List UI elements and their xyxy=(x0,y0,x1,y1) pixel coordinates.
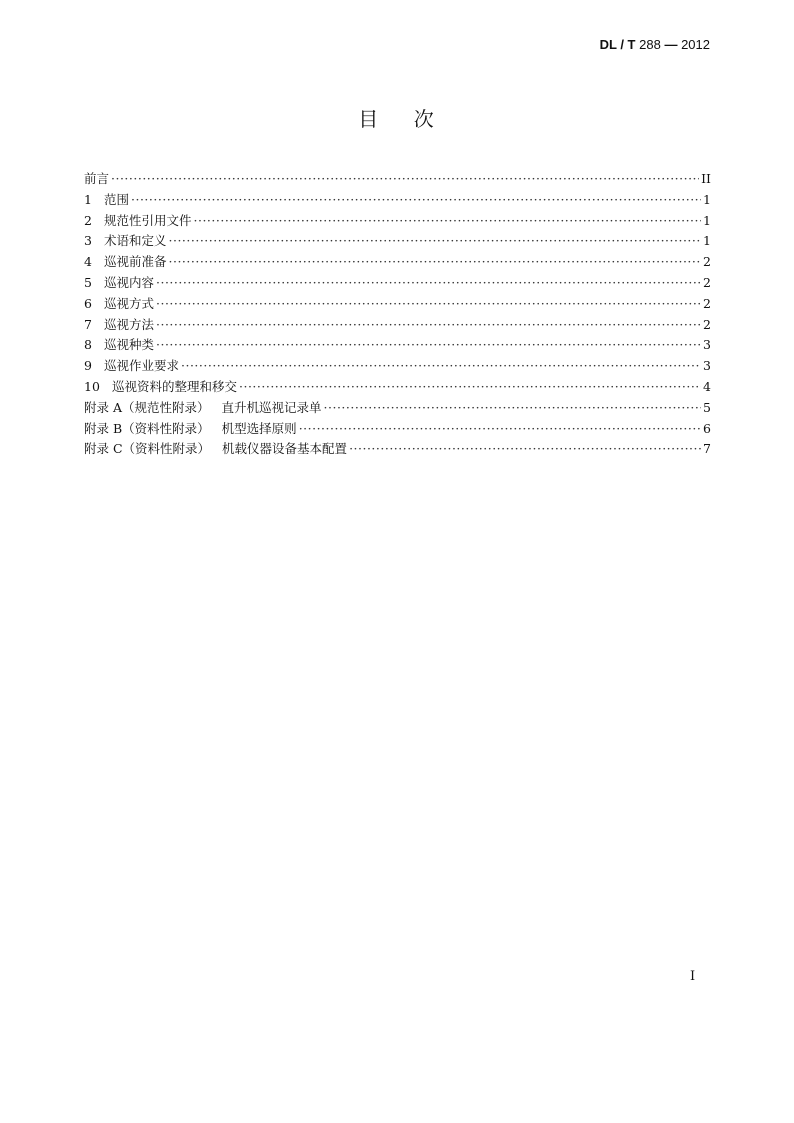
toc-appendix-label: 附录 C（资料性附录） xyxy=(84,441,211,457)
toc-appendix-heading xyxy=(84,419,297,440)
toc-leader-dots xyxy=(131,190,701,211)
standard-number: 288 xyxy=(639,37,661,52)
toc-entry-title: 巡视前准备 xyxy=(104,254,167,270)
toc-entry-6[interactable] xyxy=(84,294,711,315)
toc-entry-page: 2 xyxy=(703,295,711,311)
toc-entry-page: 4 xyxy=(703,378,711,394)
toc-entry-appendix-c[interactable] xyxy=(84,439,711,460)
toc-entry-title: 巡视资料的整理和移交 xyxy=(112,378,238,394)
toc-leader-dots xyxy=(349,439,701,460)
toc-entry-title: 规范性引用文件 xyxy=(104,212,192,228)
toc-entry-page: 6 xyxy=(703,420,711,436)
toc-appendix-subtitle: 直升机巡视记录单 xyxy=(221,399,322,415)
toc-leader-dots xyxy=(324,398,701,419)
toc-entry-9[interactable] xyxy=(84,356,711,377)
toc-leader-dots xyxy=(169,252,701,273)
toc-leader-dots xyxy=(194,211,701,232)
toc-entry-title: 术语和定义 xyxy=(104,233,167,249)
toc-entry-number: 5 xyxy=(84,274,92,290)
toc-entry-5[interactable] xyxy=(84,273,711,294)
toc-entry-7[interactable] xyxy=(84,315,711,336)
toc-appendix-label: 附录 A（规范性附录） xyxy=(84,399,210,415)
toc-leader-dots xyxy=(156,273,701,294)
toc-entry-page: 5 xyxy=(703,399,711,415)
toc-entry-page: II xyxy=(701,171,711,186)
toc-entry-appendix-b[interactable] xyxy=(84,419,711,440)
toc-leader-dots xyxy=(169,231,701,252)
toc-entry-page: 1 xyxy=(703,191,711,207)
toc-entry-page: 3 xyxy=(703,358,711,374)
toc-entry-title: 前言 xyxy=(84,171,110,186)
toc-entry-appendix-a[interactable] xyxy=(84,398,711,419)
toc-entry-3[interactable] xyxy=(84,231,711,252)
toc-entry-page: 1 xyxy=(703,233,711,249)
toc-appendix-subtitle: 机型选择原则 xyxy=(221,420,297,436)
toc-entry-number: 10 xyxy=(84,378,100,394)
toc-entry-number: 1 xyxy=(84,191,92,207)
toc-appendix-heading xyxy=(84,439,347,460)
toc-entry-title: 巡视方式 xyxy=(104,295,155,311)
toc-entry-page: 2 xyxy=(703,254,711,270)
standard-prefix: DL / T xyxy=(599,37,636,52)
toc-entry-page: 7 xyxy=(703,441,711,457)
standard-year: 2012 xyxy=(681,37,710,52)
toc-entry-preface[interactable] xyxy=(84,169,711,190)
toc-leader-dots xyxy=(299,419,701,440)
page-title: 目 次 xyxy=(358,107,436,131)
toc-entry-title: 巡视作业要求 xyxy=(104,358,180,374)
toc-entry-title: 范围 xyxy=(104,191,130,207)
toc-entry-number: 4 xyxy=(84,254,92,270)
page-number: I xyxy=(690,969,696,984)
standard-dash: — xyxy=(664,37,678,52)
toc-entry-10[interactable] xyxy=(84,377,711,398)
toc-appendix-subtitle: 机载仪器设备基本配置 xyxy=(222,441,348,457)
toc-entry-page: 2 xyxy=(703,316,711,332)
toc-entry-8[interactable] xyxy=(84,335,711,356)
toc-entry-number: 9 xyxy=(84,358,92,374)
toc-entry-number: 8 xyxy=(84,337,92,353)
toc-entry-1[interactable] xyxy=(84,190,711,211)
toc-entry-title: 巡视内容 xyxy=(104,274,155,290)
toc-entry-page: 3 xyxy=(703,337,711,353)
toc-entry-number: 7 xyxy=(84,316,92,332)
toc-entry-page: 1 xyxy=(703,212,711,228)
toc-entry-number: 6 xyxy=(84,295,92,311)
toc-entry-number: 2 xyxy=(84,212,92,228)
toc-entry-4[interactable] xyxy=(84,252,711,273)
toc-leader-dots xyxy=(239,377,701,398)
toc-entry-page: 2 xyxy=(703,274,711,290)
toc-entry-title: 巡视种类 xyxy=(104,337,155,353)
toc-entry-2[interactable] xyxy=(84,211,711,232)
toc-appendix-label: 附录 B（资料性附录） xyxy=(84,420,210,436)
standard-code xyxy=(600,37,710,52)
toc-leader-dots xyxy=(181,356,701,377)
table-of-contents xyxy=(84,169,711,460)
toc-entry-title: 巡视方法 xyxy=(104,316,155,332)
toc-leader-dots xyxy=(156,315,701,336)
toc-appendix-heading xyxy=(84,398,322,419)
toc-leader-dots xyxy=(156,294,701,315)
toc-leader-dots xyxy=(111,169,699,190)
toc-leader-dots xyxy=(156,335,701,356)
toc-entry-number: 3 xyxy=(84,233,92,249)
